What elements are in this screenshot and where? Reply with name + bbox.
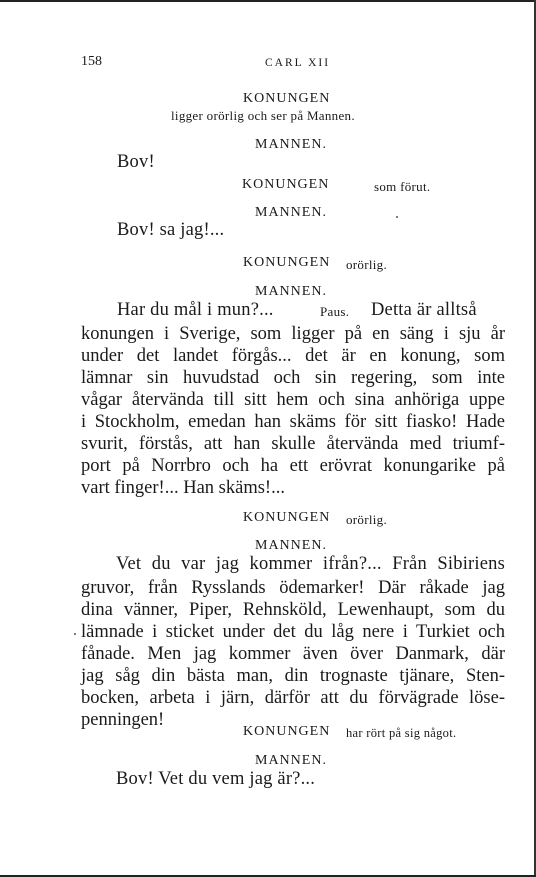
dialogue-line: dina vänner, Piper, Rehnsköld, Lewenhaupt, som du bbox=[81, 600, 505, 620]
speaker-konungen: KONUNGEN bbox=[243, 255, 331, 270]
dialogue-line: under det landet förgås... det är en konung, som bbox=[81, 346, 505, 366]
dialogue-line: svurit, förstås, att han skulle återvända med triumf- bbox=[81, 434, 505, 454]
dialogue-line: Har du mål i mun?... bbox=[117, 300, 274, 320]
dialogue-line: Detta är alltså bbox=[371, 300, 477, 320]
dialogue-line: fånade. Men jag kommer även över Danmark, där bbox=[81, 644, 505, 664]
speaker-mannen: MANNEN. bbox=[255, 753, 327, 768]
stage-direction: ligger orörlig och ser på Mannen. bbox=[171, 108, 355, 123]
ink-speck bbox=[74, 633, 76, 635]
speaker-mannen: MANNEN. bbox=[255, 205, 327, 220]
dialogue-line: i Stockholm, emedan han skäms för sitt fiasko! Hade bbox=[81, 412, 505, 432]
speaker-konungen: KONUNGEN bbox=[243, 724, 331, 739]
ink-speck bbox=[396, 216, 398, 218]
speaker-konungen: KONUNGEN bbox=[243, 510, 331, 525]
stage-direction: orörlig. bbox=[346, 257, 388, 272]
running-head: CARL XII bbox=[265, 57, 331, 69]
dialogue-line: Vet du var jag kommer ifrån?... Från Sibiriens bbox=[116, 554, 505, 574]
dialogue-line: jag såg din bästa man, din trognaste tjänare, Sten- bbox=[81, 666, 505, 686]
stage-direction: orörlig. bbox=[346, 512, 388, 527]
top-edge bbox=[0, 0, 536, 2]
dialogue-line: Bov! Vet du vem jag är?... bbox=[116, 769, 316, 789]
dialogue-line: vågar återvända till sitt hem och sina anhöriga uppe bbox=[81, 390, 505, 410]
stage-direction: har rört på sig något. bbox=[346, 726, 457, 740]
page-number: 158 bbox=[81, 54, 102, 69]
dialogue-line: lämnar sin huvudstad och sin regering, som inte bbox=[81, 368, 505, 388]
dialogue-line: Bov! sa jag!... bbox=[117, 220, 225, 240]
dialogue-line: vart finger!... Han skäms!... bbox=[81, 478, 285, 498]
dialogue-line: gruvor, från Rysslands ödemarker! Där råkade jag bbox=[81, 578, 505, 598]
speaker-mannen: MANNEN. bbox=[255, 284, 327, 299]
dialogue-line: Bov! bbox=[117, 152, 155, 172]
stage-direction: Paus. bbox=[320, 304, 350, 319]
speaker-konungen: KONUNGEN bbox=[242, 177, 330, 192]
speaker-mannen: MANNEN. bbox=[255, 538, 327, 553]
stage-direction: som förut. bbox=[374, 179, 431, 194]
speaker-mannen: MANNEN. bbox=[255, 137, 327, 152]
dialogue-line: penningen! bbox=[81, 710, 165, 730]
speaker-konungen: KONUNGEN bbox=[243, 91, 331, 106]
dialogue-line: lämnade i sticket under det du låg nere i Turkiet och bbox=[81, 622, 505, 642]
dialogue-line: konungen i Sverige, som ligger på en säng i sju år bbox=[81, 324, 505, 344]
dialogue-line: bocken, arbeta i järn, därför att du förvägrade löse- bbox=[81, 688, 505, 708]
dialogue-line: port på Norrbro och ha ett erövrat konungarike på bbox=[81, 456, 505, 476]
